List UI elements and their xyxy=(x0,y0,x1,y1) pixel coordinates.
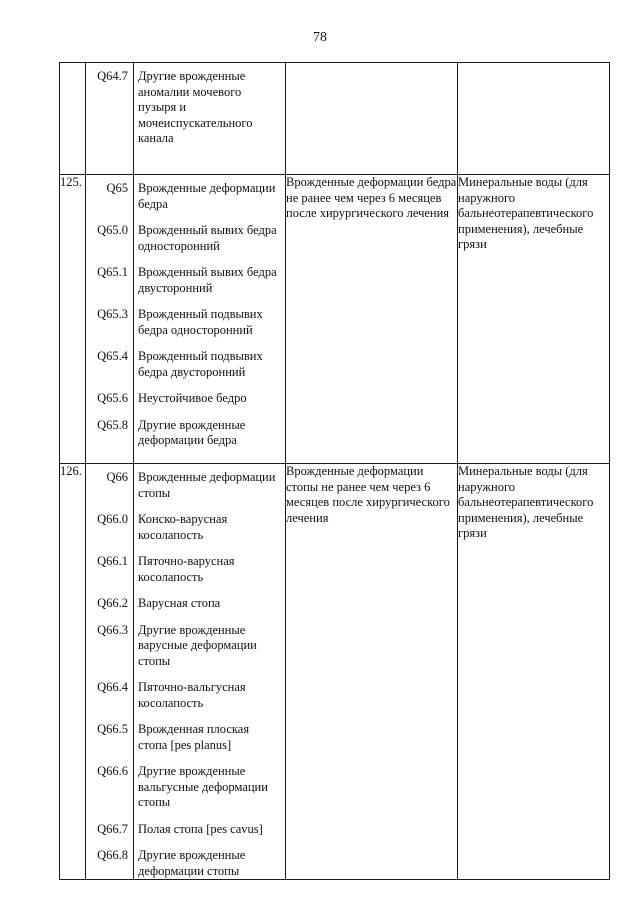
treatment-table xyxy=(59,62,610,880)
icd-code: Q66.5 xyxy=(97,722,128,736)
diagnosis-entry xyxy=(86,212,285,254)
diagnosis-name: Другие врожденные вальгусные деформации стопы xyxy=(138,764,268,809)
icd-code: Q66.2 xyxy=(97,596,128,610)
column-divider xyxy=(133,175,134,463)
icd-code: Q66.8 xyxy=(97,848,128,862)
diagnosis-entry xyxy=(86,254,285,296)
diagnosis-entry xyxy=(86,296,285,338)
natural-resources: Минеральные воды (для наружного бальнеотерапевтического применения), лечебные грязи xyxy=(458,175,610,464)
icd-code: Q65 xyxy=(106,181,128,195)
diagnosis-entry xyxy=(86,175,285,212)
icd-code: Q66.4 xyxy=(97,680,128,694)
table-row xyxy=(60,63,610,175)
diagnosis-name: Врожденный подвывих бедра односторонний xyxy=(138,307,263,337)
diagnosis-entry xyxy=(86,585,285,612)
treatment-conditions: Врожденные деформации бедра не ранее чем через 6 месяцев после хирургического лечения xyxy=(286,175,458,464)
column-divider xyxy=(133,63,134,174)
diagnosis-entry xyxy=(86,669,285,711)
diagnosis-name: Врожденный вывих бедра односторонний xyxy=(138,223,277,253)
diagnosis-cell xyxy=(86,175,286,464)
diagnosis-name: Варусная стопа xyxy=(138,596,221,610)
natural-resources xyxy=(458,63,610,175)
row-number xyxy=(60,63,86,175)
diagnosis-cell xyxy=(86,63,286,175)
diagnosis-entry xyxy=(86,711,285,753)
diagnosis-name: Врожденные деформации бедра xyxy=(138,181,276,211)
diagnosis-name: Другие врожденные аномалии мочевого пузыря и мочеиспускательного канала xyxy=(138,69,253,145)
diagnosis-name: Полая стопа [pes cavus] xyxy=(138,821,263,836)
row-number: 126. xyxy=(60,464,86,880)
diagnosis-entry xyxy=(86,501,285,543)
icd-code: Q65.4 xyxy=(97,349,128,363)
diagnosis-name: Пяточно-варусная косолапость xyxy=(138,554,235,584)
diagnosis-entry xyxy=(86,811,285,838)
diagnosis-name: Врожденная плоская стопа [pes planus] xyxy=(138,722,250,752)
icd-code: Q66 xyxy=(106,470,128,484)
diagnosis-entry xyxy=(86,612,285,670)
table-row xyxy=(60,175,610,464)
icd-code: Q64.7 xyxy=(97,69,128,83)
diagnosis-entry xyxy=(86,338,285,380)
diagnosis-entry xyxy=(86,753,285,811)
icd-code: Q65.3 xyxy=(97,307,128,321)
diagnosis-entry xyxy=(86,543,285,585)
icd-code: Q65.8 xyxy=(97,417,128,432)
diagnosis-name: Врожденный вывих бедра двусторонний xyxy=(138,265,277,295)
diagnosis-name: Врожденный подвывих бедра двусторонний xyxy=(138,349,263,379)
icd-code: Q66.0 xyxy=(97,512,128,526)
diagnosis-name: Врожденные деформации стопы xyxy=(138,470,276,500)
diagnosis-entry xyxy=(86,380,285,407)
icd-code: Q65.6 xyxy=(97,391,128,405)
icd-code: Q66.1 xyxy=(97,554,128,568)
table-body xyxy=(60,63,610,880)
treatment-conditions: Врожденные деформации стопы не ранее чем через 6 месяцев после хирургического лечения xyxy=(286,464,458,880)
treatment-conditions xyxy=(286,63,458,175)
natural-resources: Минеральные воды (для наружного бальнеотерапевтического применения), лечебные грязи xyxy=(458,464,610,880)
diagnosis-name: Пяточно-вальгусная косолапость xyxy=(138,680,246,710)
icd-code: Q65.0 xyxy=(97,223,128,237)
diagnosis-name: Другие врожденные деформации стопы xyxy=(138,848,246,878)
row-number: 125. xyxy=(60,175,86,464)
diagnosis-name: Другие врожденные варусные деформации стопы xyxy=(138,622,257,668)
diagnosis-entry xyxy=(86,63,285,147)
page-number: 78 xyxy=(313,30,327,45)
diagnosis-entry xyxy=(86,837,285,879)
diagnosis-name: Другие врожденные деформации бедра xyxy=(138,417,246,447)
table-row xyxy=(60,464,610,880)
column-divider xyxy=(133,464,134,879)
diagnosis-cell xyxy=(86,464,286,880)
icd-code: Q66.6 xyxy=(97,764,128,778)
icd-code: Q66.3 xyxy=(97,622,128,637)
diagnosis-name: Конско-варусная косолапость xyxy=(138,512,228,542)
diagnosis-entry xyxy=(86,407,285,449)
icd-code: Q65.1 xyxy=(97,265,128,279)
diagnosis-entry xyxy=(86,464,285,501)
diagnosis-name: Неустойчивое бедро xyxy=(138,391,247,405)
icd-code: Q66.7 xyxy=(97,821,128,836)
